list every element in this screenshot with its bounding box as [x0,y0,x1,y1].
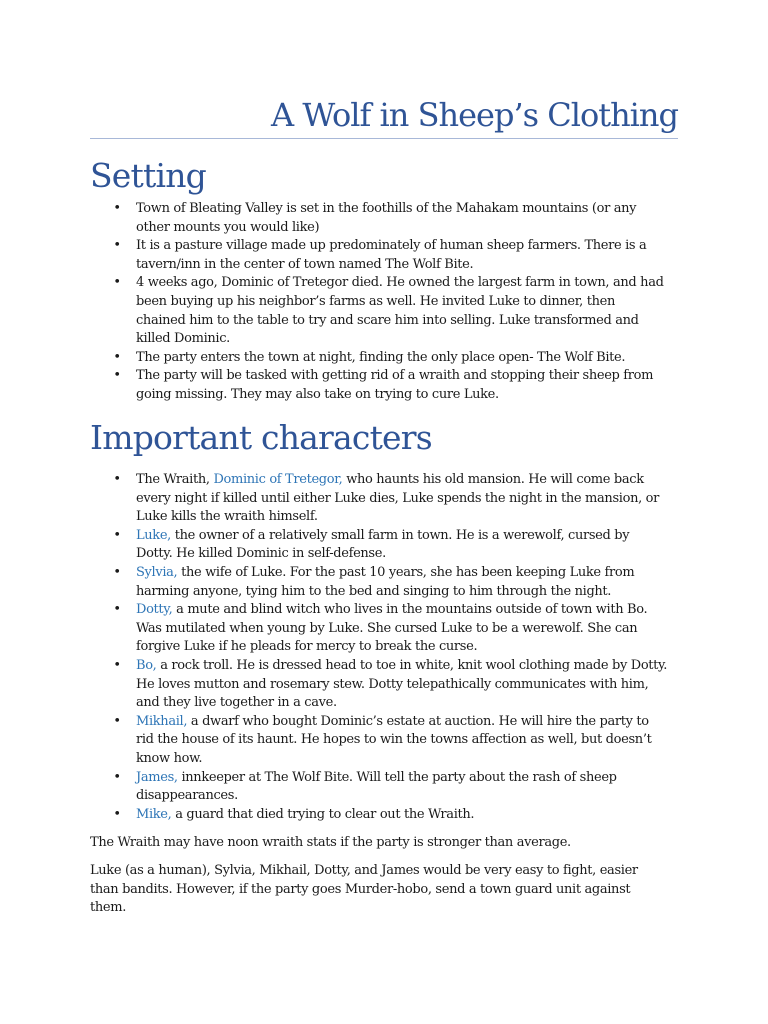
character-name: Dominic of Tretegor, [213,472,343,487]
bullet-glyph: • [113,201,121,216]
character-name: Bo, [136,657,157,673]
character-name: Luke, [136,527,171,543]
paragraph-line: The Wraith may have noon wraith stats if the party is stronger than average. [90,835,571,850]
character-name: Sylvia, [136,564,178,580]
bullet-glyph: • [113,527,121,543]
bullet-glyph: • [113,564,121,580]
character-bullet-item [112,713,682,769]
bullet-line: chained him to the table to try and scare him into selling. Luke transformed and [136,312,639,328]
bullet-glyph: • [113,806,121,822]
setting-bullet-item [112,274,682,348]
bullet-glyph: • [113,349,121,365]
character-description-line: disappearances. [136,788,238,804]
character-name: James, [136,769,178,785]
character-bullet-item [112,806,682,825]
bullet-line: tavern/inn in the center of town named The Wolf Bite. [136,256,474,272]
character-description-line: a guard that died trying to clear out the Wraith. [171,806,475,822]
bullet-glyph: • [113,275,121,291]
wraith-stats-paragraph [90,834,680,853]
title-underline [90,138,678,139]
character-description-line: the owner of a relatively small farm in town. He is a werewolf, cursed by [170,527,630,543]
character-description-line: the wife of Luke. For the past 10 years, she has been keeping Luke from [177,564,635,580]
bullet-line: going missing. They may also take on trying to cure Luke. [136,386,499,402]
character-bullet-item [112,564,682,601]
character-description-line: a rock troll. He is dressed head to toe in white, knit wool clothing made by Dotty. [156,657,668,673]
bullet-glyph: • [113,238,121,254]
character-description-line: every night if killed until either Luke dies, Luke spends the night in the mansion, or [136,490,659,506]
characters-bullet-list [112,471,682,824]
difficulty-paragraph [90,862,680,918]
character-name: Dotty, [136,602,173,618]
bullet-glyph: • [113,769,121,785]
character-description-line: who haunts his old mansion. He will come back [342,472,644,487]
paragraph-line: them. [90,900,126,916]
character-name: Mike, [136,806,172,822]
character-description-line: rid the house of its haunt. He hopes to win the towns affection as well, but doesn’t [136,732,652,748]
characters-heading: Important characters [90,418,432,457]
setting-bullet-item [112,237,682,274]
character-description-line: Luke kills the wraith himself. [136,509,318,525]
setting-bullet-item [112,200,682,237]
bullet-line: Town of Bleating Valley is set in the foothills of the Mahakam mountains (or any [136,201,637,216]
character-description-line: He loves mutton and rosemary stew. Dotty telepathically communicates with him, [136,676,649,692]
character-description-line: harming anyone, tying him to the bed and singing to him through the night. [136,583,612,599]
character-description-line: a mute and blind witch who lives in the mountains outside of town with Bo. [172,602,648,618]
character-bullet-item [112,657,682,713]
bullet-line: The party enters the town at night, finding the only place open- The Wolf Bite. [136,349,626,365]
character-description-line: Dotty. He killed Dominic in self-defense. [136,546,386,562]
bullet-line: It is a pasture village made up predominately of human sheep farmers. There is a [136,238,647,254]
character-bullet-item [112,601,682,657]
setting-bullet-item [112,349,682,368]
character-description-line: forgive Luke if he pleads for mercy to break the curse. [136,639,478,655]
bullet-line: other mounts you would like) [136,219,320,235]
character-lead-text: The Wraith, [136,472,214,487]
character-bullet-item [112,471,682,527]
document-title: A Wolf in Sheep’s Clothing [271,96,678,134]
character-description-line: a dwarf who bought Dominic’s estate at auction. He will hire the party to [187,713,649,729]
bullet-glyph: • [113,368,121,384]
character-description-line: Was mutilated when young by Luke. She cursed Luke to be a werewolf. She can [136,620,638,636]
character-bullet-item [112,769,682,806]
character-description-line: know how. [136,750,203,766]
character-description-line: and they live together in a cave. [136,695,337,711]
setting-bullet-item [112,367,682,404]
bullet-line: killed Dominic. [136,331,230,347]
bullet-glyph: • [113,713,121,729]
character-bullet-item [112,527,682,564]
character-name: Mikhail, [136,713,188,729]
paragraph-line: than bandits. However, if the party goes Murder-hobo, send a town guard unit against [90,881,631,897]
bullet-line: The party will be tasked with getting rid of a wraith and stopping their sheep from [136,368,654,384]
bullet-line: 4 weeks ago, Dominic of Tretegor died. He owned the largest farm in town, and had [136,275,664,291]
bullet-glyph: • [113,602,121,618]
setting-bullet-list [112,200,682,405]
setting-heading: Setting [90,156,206,195]
bullet-glyph: • [113,657,121,673]
character-description-line: innkeeper at The Wolf Bite. Will tell the party about the rash of sheep [177,769,617,785]
bullet-glyph: • [113,472,121,487]
paragraph-line: Luke (as a human), Sylvia, Mikhail, Dotty, and James would be very easy to fight, easier [90,863,638,878]
bullet-line: been buying up his neighbor’s farms as well. He invited Luke to dinner, then [136,293,615,309]
